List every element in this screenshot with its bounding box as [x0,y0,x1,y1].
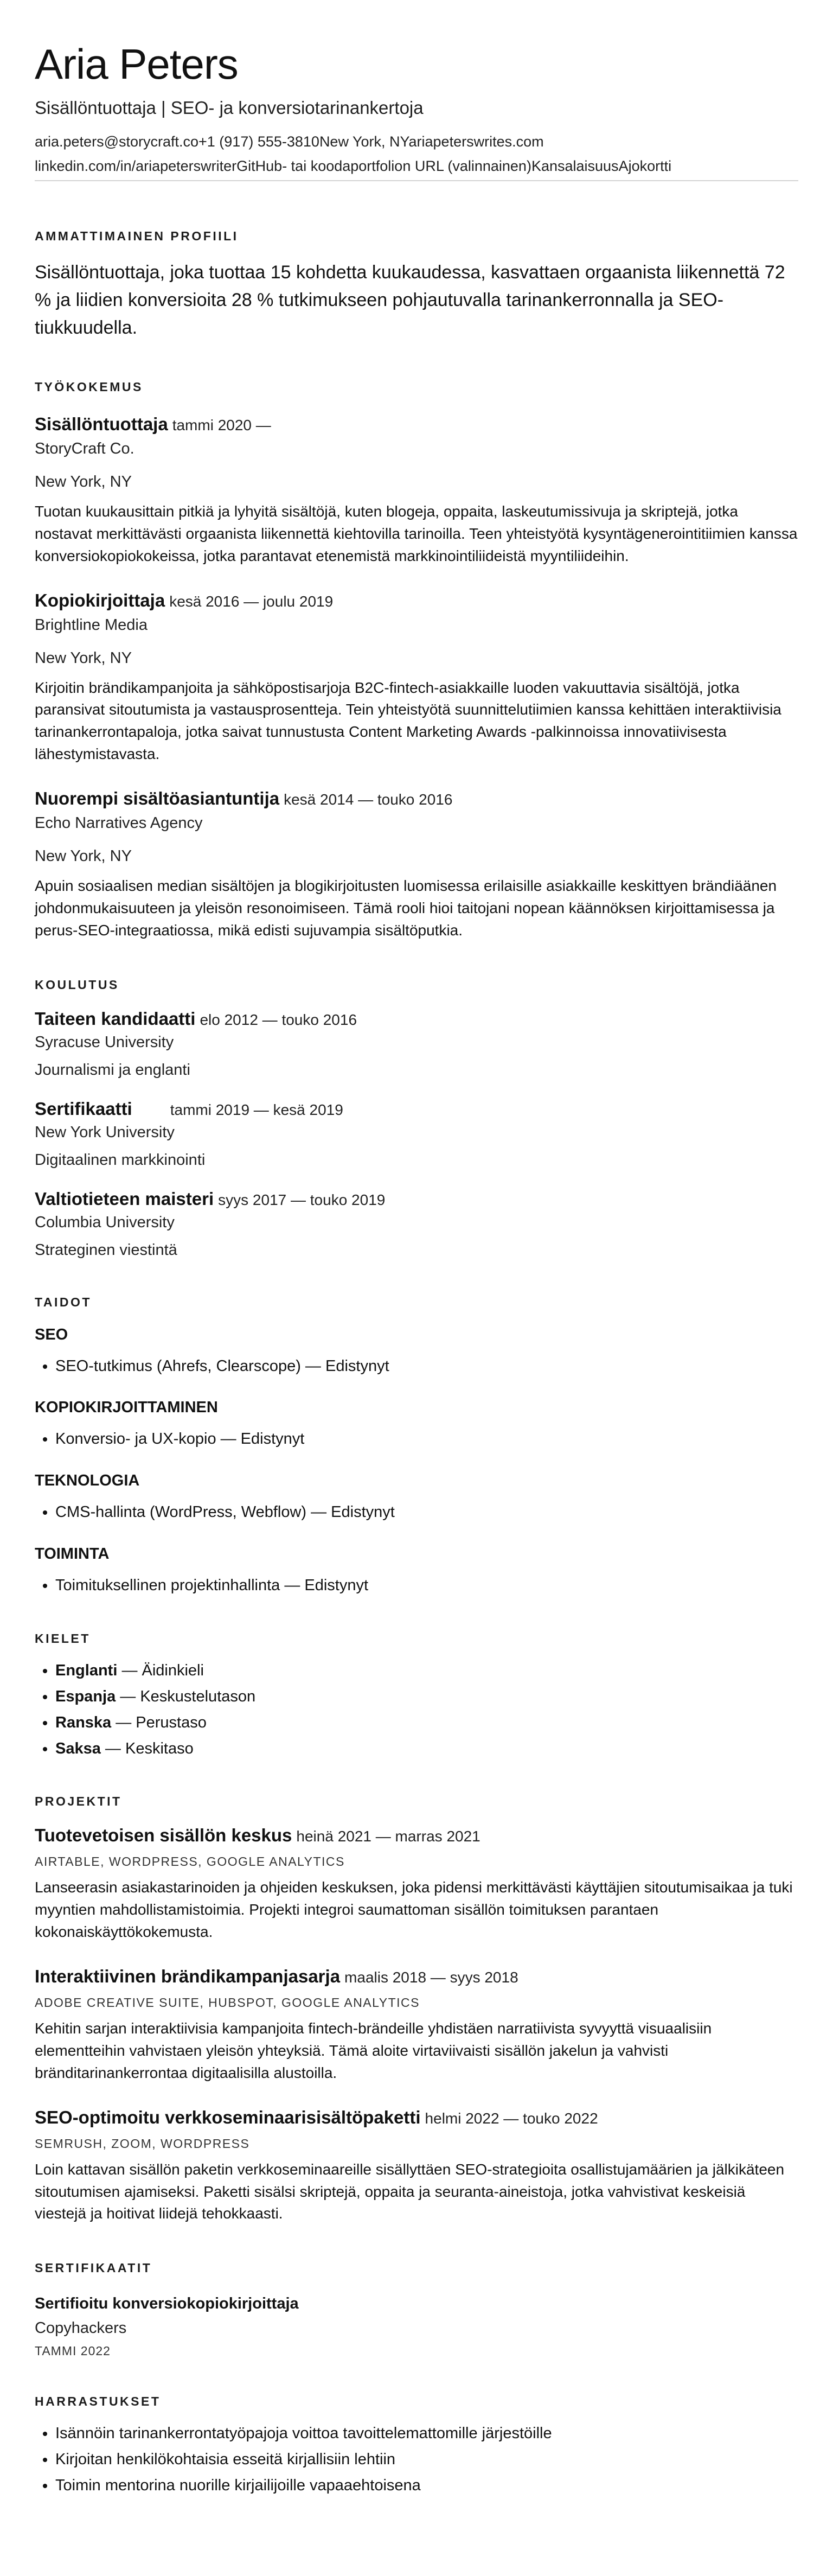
section-title-profile: AMMATTIMAINEN PROFIILI [35,228,239,243]
job-description: Tuotan kuukausittain pitkiä ja lyhyitä sisältöjä, kuten blogeja, oppaita, laskeutumissivuja ja skriptejä, jotka nostavat merkittävästi orgaanista liikennettä kiehtovilla tarinoilla. Teen yhteistyötä kysyntägenerointitiimien kanssa konversiokopiokokeissa, jotka parantavat etenemistä markkinointiliideistä myyntiliideihin. [35,502,798,564]
education-degree: Taiteen kandidaatti [35,1008,196,1029]
job-location: New York, NY [35,847,132,865]
skill-category: TOIMINTA [35,1545,110,1563]
job-company: StoryCraft Co. [35,439,134,457]
job-dates: tammi 2020 — [172,416,271,433]
contact-linkedin[interactable]: linkedin.com/in/ariapeterswriter [35,157,237,174]
section-title-skills: TAIDOT [35,1295,92,1309]
job-title: Nuorempi sisältöasiantuntija [35,788,280,809]
skill-item: • Toimituksellinen projektinhallinta — Edistynyt [55,1573,798,1599]
project-tools: ADOBE CREATIVE SUITE, HUBSPOT, GOOGLE ANALYTICS [35,1995,420,2010]
language-level: — Keskitaso [100,1739,194,1757]
education-section [35,978,798,1259]
job-location: New York, NY [35,473,132,490]
experience-item [35,788,798,942]
project-name: Interaktiivinen brändikampanjasarja [35,1966,341,1987]
language-name: Englanti [55,1662,118,1680]
section-title-education: KOULUTUS [35,977,119,992]
languages-section [35,1631,798,1762]
project-description: Kehitin sarjan interaktiivisia kampanjoita fintech-brändeille yhdistäen narratiivista syvyyttä visuaalisiin elementteihin vahvistaen yleisön yhteyksiä. Tämä aloite virtaviivaisti sisällön jakelun ja vahvisti bränditarinankerrontaa digitaalisilla alustoilla. [35,2020,712,2081]
skill-item: • SEO-tutkimus (Ahrefs, Clearscope) — Edistynyt [55,1354,798,1380]
job-description: Apuin sosiaalisen median sisältöjen ja blogikirjoitusten luomisessa erilaisille asiakkaille keskittyen brändiäänen johdonmukaisuuteen ja yleisön resonoimiseen. Tämä rooli hioi taitojani nopean käännöksen kirjoittamisessa ja perus-SEO-integraatiossa, mikä edisti sujuvampia sisältöputkia. [35,877,777,939]
project-dates: heinä 2021 — marras 2021 [296,1828,480,1845]
skill-category: TEKNOLOGIA [35,1472,140,1490]
education-dates: syys 2017 — touko 2019 [218,1191,386,1208]
section-title-projects: PROJEKTIT [35,1794,122,1809]
education-degree: Valtiotieteen maisteri [35,1188,214,1209]
skill-group [35,1399,798,1452]
section-title-experience: TYÖKOKEMUS [35,379,143,394]
education-dates: elo 2012 — touko 2016 [200,1011,357,1028]
job-company: Brightline Media [35,616,148,634]
section-title-hobbies: HARRASTUKSET [35,2394,161,2409]
project-tools: SEMRUSH, ZOOM, WORDPRESS [35,2136,250,2151]
certification-issuer: Copyhackers [35,2319,127,2337]
job-title: Kopiokirjoittaja [35,590,165,610]
contact-location: New York, NY [319,133,409,150]
candidate-tagline: Sisällöntuottaja | SEO- ja konversiotarinankertoja [35,97,424,118]
job-company: Echo Narratives Agency [35,814,203,832]
education-item [35,1099,798,1169]
education-school: Columbia University [35,1213,175,1231]
project-description: Loin kattavan sisällön paketin verkkoseminaareille sisällyttäen SEO-strategioita osallistujamäärien ja jälkikäteen sitoutumisen ajamiseksi. Paketti sisälsi skriptejä, oppaita ja seuranta-aineistoja, jotka vahvistivat keskeisiä viestejä ja hoitivat liidejä tehokkaasti. [35,2160,785,2222]
education-degree: Sertifikaatti [35,1098,132,1119]
contact-line-primary [35,133,798,150]
skill-group [35,1472,798,1526]
contact-citizenship: Kansalaisuus [531,157,619,174]
job-dates: kesä 2016 — joulu 2019 [169,592,334,610]
experience-section [35,380,798,942]
contact-license: Ajokortti [618,157,672,174]
profile-section [35,229,798,342]
section-title-languages: KIELET [35,1631,91,1646]
education-school: Syracuse University [35,1033,174,1051]
language-level: — Perustaso [111,1713,207,1731]
skills-section [35,1295,798,1599]
certifications-section [35,2261,798,2358]
hobby-item: • Kirjoitan henkilökohtaisia esseitä kirjallisiin lehtiin [55,2447,798,2473]
experience-item [35,590,798,766]
project-dates: maalis 2018 — syys 2018 [344,1969,518,1986]
language-name: Espanja [55,1687,116,1705]
education-item [35,1009,798,1079]
skill-item: • Konversio- ja UX-kopio — Edistynyt [55,1426,798,1452]
hobby-item: • Toimin mentorina nuorille kirjailijoille vapaaehtoisena [55,2473,798,2499]
language-item [55,1736,798,1762]
job-title: Sisällöntuottaja [35,413,168,434]
job-dates: kesä 2014 — touko 2016 [284,791,453,808]
experience-item [35,414,798,568]
job-location: New York, NY [35,649,132,667]
project-description: Lanseerasin asiakastarinoiden ja ohjeiden keskuksen, joka pidensi merkittävästi käyttäjien sitoutumisaikaa ja tuki myyntien mahdollistamistoimia. Projekti integroi saumattoman sisällön toimituksen parantaen kokonaiskäyttökokemusta. [35,1879,793,1941]
project-name: Tuotevetoisen sisällön keskus [35,1825,292,1846]
skill-group [35,1545,798,1599]
education-field: Journalismi ja englanti [35,1061,190,1079]
hobby-item: • Isännöin tarinankerrontatyöpajoja voittoa tavoittelemattomille järjestöille [55,2421,798,2447]
language-level: — Keskustelutason [116,1687,256,1705]
certification-name: Sertifioitu konversiokopiokirjoittaja [35,2295,299,2313]
job-description: Kirjoitin brändikampanjoita ja sähköpostisarjoja B2C-fintech-asiakkaille luoden vakuuttavia sisältöjä, jotka paransivat sitoutumista ja vastausprosentteja. Tein yhteistyötä suunnittelutiimien kanssa kehittäen interaktiivisia tarinankerrontapaloja, jotka saivat tunnustusta Content Marketing Awards -palkinnoissa innovatiivisesta lähestymistavasta. [35,679,781,763]
education-dates: tammi 2019 — kesä 2019 [170,1101,343,1118]
project-name: SEO-optimoitu verkkoseminaarisisältöpaketti [35,2107,421,2127]
project-tools: AIRTABLE, WORDPRESS, GOOGLE ANALYTICS [35,1854,345,1869]
language-item [55,1710,798,1736]
candidate-name: Aria Peters [35,40,238,88]
skill-category: KOPIOKIRJOITTAMINEN [35,1399,218,1417]
section-title-certifications: SERTIFIKAATIT [35,2261,152,2275]
skill-item: • CMS-hallinta (WordPress, Webflow) — Edistynyt [55,1500,798,1526]
language-name: Saksa [55,1739,101,1757]
certification-date: TAMMI 2022 [35,2344,111,2358]
language-name: Ranska [55,1713,112,1731]
contact-line-secondary [35,158,798,181]
project-item [35,1966,798,2084]
profile-summary: Sisällöntuottaja, joka tuottaa 15 kohdetta kuukaudessa, kasvattaen orgaanista liikennettä 72 % ja liidien konversioita 28 % tutkimukseen pohjautuvalla tarinankerronnalla ja SEO-tiukkuudella. [35,262,785,338]
education-school: New York University [35,1123,175,1141]
project-item [35,1825,798,1943]
education-item [35,1189,798,1259]
hobbies-section [35,2394,798,2499]
project-dates: helmi 2022 — touko 2022 [425,2109,598,2127]
contact-website[interactable]: ariapeterswrites.com [408,133,544,150]
language-level: — Äidinkieli [117,1662,204,1680]
contact-email[interactable]: aria.peters@storycraft.co [35,133,199,150]
projects-section [35,1794,798,2225]
education-field: Digitaalinen markkinointi [35,1151,206,1169]
skill-category: SEO [35,1325,68,1343]
skill-group [35,1326,798,1380]
contact-github[interactable]: GitHub- tai koodaportfolion URL (valinnainen) [236,157,531,174]
language-item [55,1658,798,1684]
contact-phone[interactable]: +1 (917) 555-3810 [198,133,319,150]
education-field: Strateginen viestintä [35,1241,177,1259]
project-item [35,2107,798,2226]
language-item [55,1684,798,1710]
